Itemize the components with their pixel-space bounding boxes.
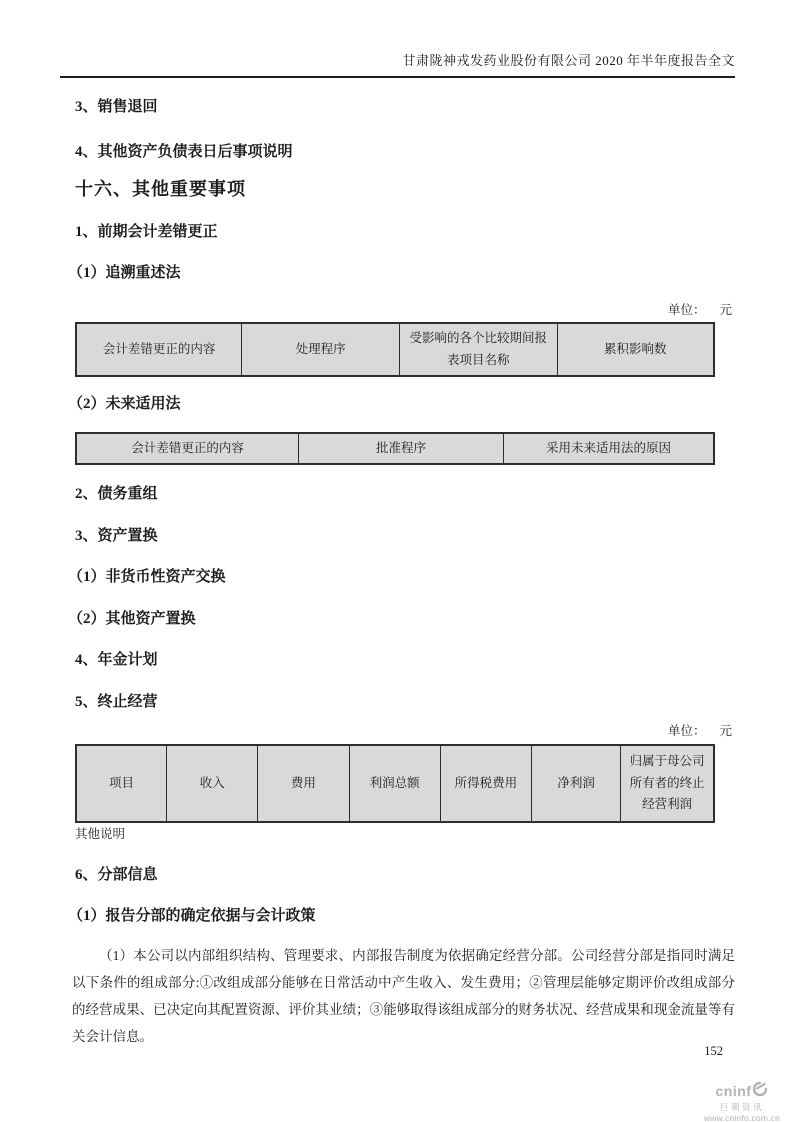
- cninfo-swirl-icon: [752, 1081, 768, 1101]
- heading-discontinued-operations: 5、终止经营: [75, 694, 158, 710]
- heading-segment-info: 6、分部信息: [75, 867, 158, 883]
- heading-other-important-matters: 十六、其他重要事项: [75, 179, 246, 199]
- cninfo-url: www.cninfo.com.cn: [703, 1112, 781, 1122]
- table-prospective: [75, 432, 715, 465]
- unit-value: 元: [719, 724, 732, 738]
- header-title: 甘肃陇神戎发药业股份有限公司 2020 年半年度报告全文: [402, 53, 735, 68]
- col-cumulative-impact: 累积影响数: [557, 323, 714, 376]
- col-net-profit: 净利润: [531, 745, 620, 822]
- col-item: 项目: [76, 745, 167, 822]
- col-expense: 费用: [258, 745, 349, 822]
- col-correction-content: 会计差错更正的内容: [76, 323, 242, 376]
- other-note-label: 其他说明: [75, 827, 126, 841]
- col-correction-content: 会计差错更正的内容: [76, 433, 299, 464]
- table-header-row: [76, 745, 714, 822]
- table-retrospective: [75, 322, 715, 377]
- unit-line-2: [668, 721, 732, 739]
- heading-nonmonetary-exchange: （1）非货币性资产交换: [68, 569, 226, 585]
- col-approval-procedure: 批准程序: [299, 433, 504, 464]
- page-header: [60, 50, 735, 78]
- col-total-profit: 利润总额: [349, 745, 440, 822]
- cninfo-logo-top: [694, 1081, 790, 1101]
- heading-debt-restructuring: 2、债务重组: [75, 486, 158, 502]
- col-parent-discontinued-profit: 归属于母公司所有者的终止经营利润: [621, 745, 714, 822]
- segment-basis-paragraph: （1）本公司以内部组织结构、管理要求、内部报告制度为依据确定经营分部。公司经营分部是指同时满足以下条件的组成部分:①改组成部分能够在日常活动中产生收入、发生费用；②管理层能够定期评价改组成部分的经营成果、已决定向其配置资源、评价其业绩；③能够取得该组成部分的财务状况、经营成果和现金流量等有关会计信息。: [72, 948, 735, 1044]
- cninfo-chinese-name: 巨潮资讯: [719, 1102, 764, 1112]
- heading-other-asset-swap: （2）其他资产置换: [68, 611, 196, 627]
- cninfo-logo-text: cninf: [715, 1083, 752, 1099]
- col-procedure: 处理程序: [242, 323, 400, 376]
- table-discontinued-operations: [75, 744, 715, 823]
- page-number: 152: [704, 1044, 723, 1058]
- unit-value: 元: [719, 303, 732, 317]
- heading-segment-basis: （1）报告分部的确定依据与会计政策: [68, 908, 316, 924]
- unit-line-1: [668, 300, 732, 318]
- heading-prospective-method: （2）未来适用法: [68, 396, 181, 412]
- table-header-row: [76, 323, 714, 376]
- heading-annuity-plan: 4、年金计划: [75, 652, 158, 668]
- table-header-row: [76, 433, 714, 464]
- col-affected-items: 受影响的各个比较期间报表项目名称: [399, 323, 557, 376]
- col-income-tax: 所得税费用: [440, 745, 531, 822]
- col-revenue: 收入: [167, 745, 258, 822]
- heading-sales-return: 3、销售退回: [75, 99, 158, 115]
- heading-asset-swap: 3、资产置换: [75, 528, 158, 544]
- unit-label: 单位：: [667, 724, 706, 738]
- col-prospective-reason: 采用未来适用法的原因: [503, 433, 714, 464]
- heading-retrospective-method: （1）追溯重述法: [68, 265, 181, 281]
- cninfo-logo: [694, 1081, 790, 1122]
- unit-label: 单位：: [667, 303, 706, 317]
- heading-prior-error-correction: 1、前期会计差错更正: [75, 224, 218, 240]
- heading-post-balance-events: 4、其他资产负债表日后事项说明: [75, 144, 293, 160]
